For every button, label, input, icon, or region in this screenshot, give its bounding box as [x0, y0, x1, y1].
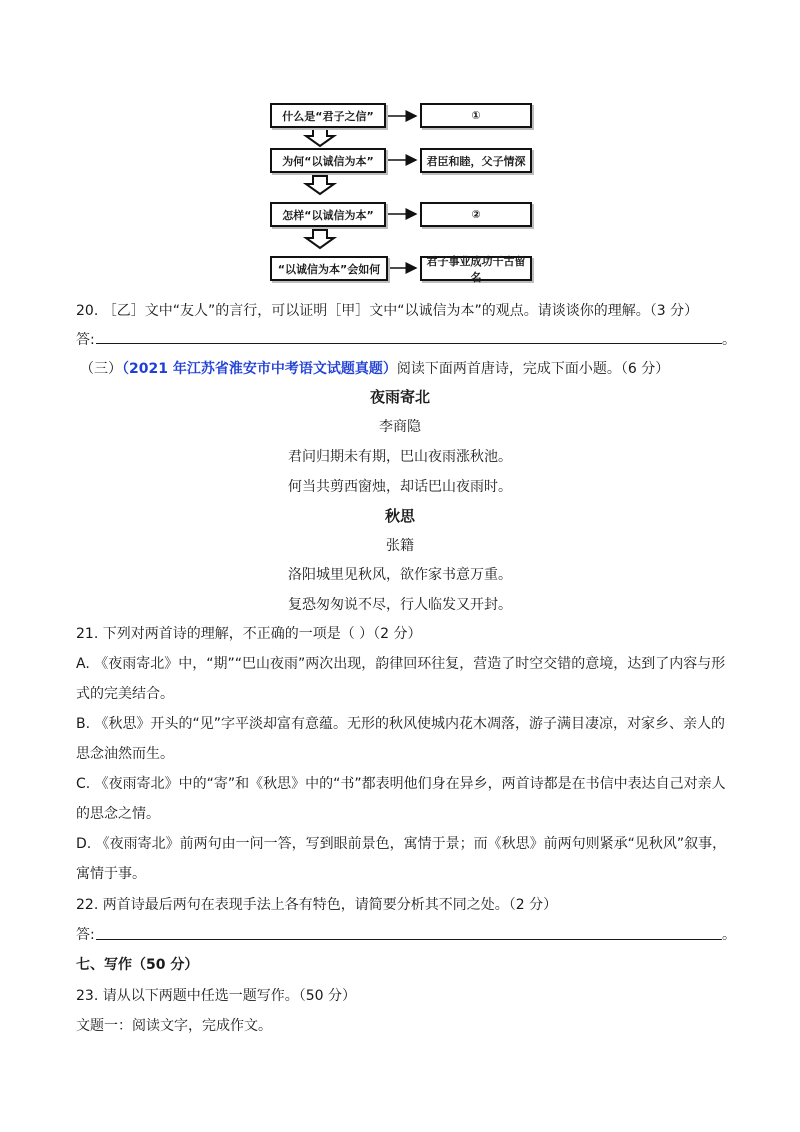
arrow-down-1	[306, 128, 334, 146]
option-a-line-2: 式的完美结合。	[76, 686, 174, 702]
poem-1-line-1: 君问归期未有期，巴山夜雨涨秋池。	[288, 449, 512, 465]
option-c-line-2: 的思念之情。	[76, 806, 160, 822]
option-d-line-1: D. 《夜雨寄北》前两句由一问一答，写到眼前景色，寓情于景；而《秋思》前两句则紧承“见秋风”叙事，	[76, 836, 727, 852]
option-d-line-2: 寓情于事。	[76, 866, 146, 882]
option-a-line-1: A. 《夜雨寄北》中，“期”“巴山夜雨”两次出现，韵律回环往复，营造了时空交错的意境，达到了内容与形	[76, 656, 726, 672]
question-21: 21. 下列对两首诗的理解，不正确的一项是（ ）（2 分）	[76, 626, 422, 642]
section-3-instruction: 阅读下面两首唐诗，完成下面小题。（6 分）	[396, 361, 670, 377]
option-b-line-2: 思念油然而生。	[76, 746, 174, 762]
flow-answer-1: ①	[420, 103, 532, 128]
option-c-line-1: C. 《夜雨寄北》中的“寄”和《秋思》中的“书”都表明他们身在异乡，两首诗都是在书信中表达自己对亲人	[76, 776, 726, 792]
flow-question-1: 什么是“君子之信”	[270, 103, 386, 128]
arrow-down-2	[306, 176, 334, 194]
section-3-source: （2021 年江苏省淮安市中考语文试题真题）	[122, 361, 397, 377]
question-23: 23. 请从以下两题中任选一题写作。（50 分）	[76, 988, 356, 1004]
flowchart-arrows	[0, 0, 800, 300]
option-b-line-1: B. 《秋思》开头的“见”字平淡却富有意蕴。无形的秋风使城内花木凋落，游子满目凄凉，对家乡、亲人的	[76, 716, 726, 732]
flow-question-2: 为何“以诚信为本”	[270, 148, 386, 173]
arrow-down-3	[306, 230, 334, 248]
flow-answer-4: 君子事业成功千古留名	[420, 256, 532, 281]
section-3-heading	[80, 358, 669, 378]
flow-question-4: “以诚信为本”会如何	[270, 256, 388, 281]
flow-answer-3: ②	[420, 202, 532, 227]
answer-line-20[interactable]	[96, 343, 722, 344]
poem-1-title: 夜雨寄北	[369, 388, 430, 406]
answer-line-22[interactable]	[96, 939, 722, 940]
flow-answer-2: 君臣和睦，父子情深	[420, 148, 532, 173]
section-7-heading: 七、写作（50 分）	[76, 957, 199, 973]
poem-2-author: 张籍	[386, 538, 414, 554]
poem-2-line-1: 洛阳城里见秋风，欲作家书意万重。	[288, 567, 512, 583]
poem-1-line-2: 何当共剪西窗烛，却话巴山夜雨时。	[288, 479, 512, 495]
writing-topic-1: 文题一：阅读文字，完成作文。	[76, 1018, 272, 1034]
answer-label-20: 答:	[76, 332, 95, 348]
section-3-prefix: （三）	[80, 361, 122, 377]
poem-2-title: 秋思	[384, 507, 415, 525]
question-22: 22. 两首诗最后两句在表现手法上各有特色，请简要分析其不同之处。（2 分）	[76, 897, 558, 913]
answer-end-22: 。	[722, 927, 736, 943]
poem-1-author: 李商隐	[379, 419, 421, 435]
answer-label-22: 答:	[76, 927, 95, 943]
question-20: 20. ［乙］文中“友人”的言行，可以证明［甲］文中“以诚信为本”的观点。请谈谈你的理解。（3 分）	[76, 303, 699, 319]
flow-question-3: 怎样“以诚信为本”	[270, 202, 386, 227]
answer-end-20: 。	[722, 332, 736, 348]
poem-2-line-2: 复恐匆匆说不尽，行人临发又开封。	[288, 597, 512, 613]
